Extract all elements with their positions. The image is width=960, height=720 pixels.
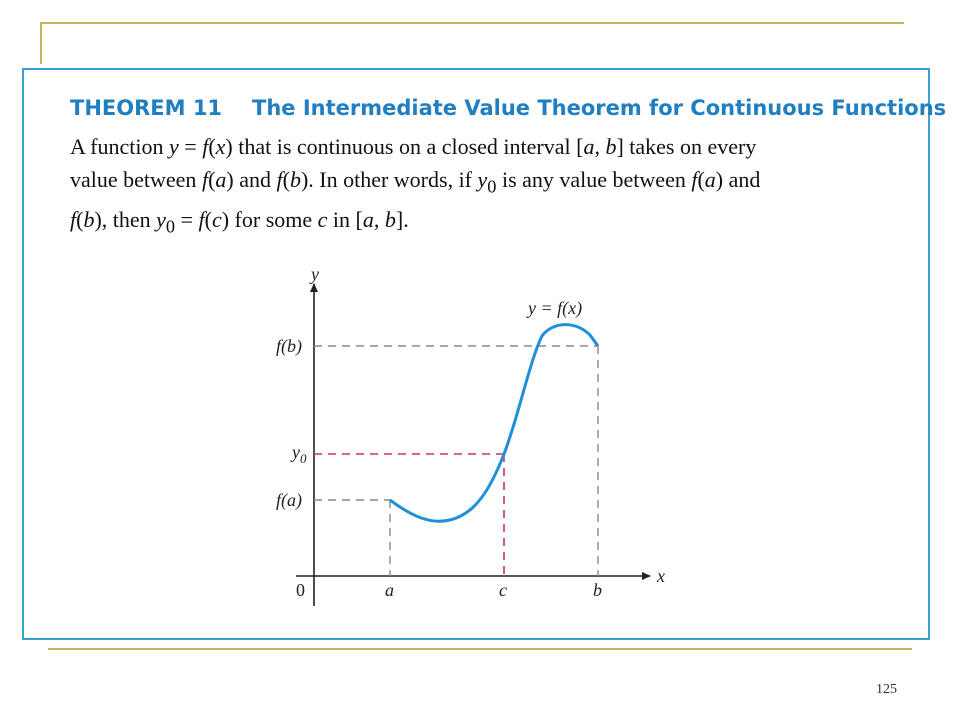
subscript-0: 0 bbox=[165, 216, 176, 237]
var-c: c bbox=[317, 207, 328, 233]
text: ), then bbox=[94, 207, 157, 233]
text: ( bbox=[76, 207, 84, 233]
origin-label: 0 bbox=[296, 580, 305, 600]
theorem-number: THEOREM 11 bbox=[70, 96, 223, 120]
y0-sub: 0 bbox=[300, 451, 307, 466]
var-y0: y bbox=[156, 207, 166, 233]
tick-a-label: a bbox=[385, 580, 394, 600]
text: ) and bbox=[715, 167, 761, 192]
subscript-0: 0 bbox=[487, 176, 497, 197]
text: ) and bbox=[226, 167, 277, 192]
var-f: f bbox=[201, 167, 209, 192]
text: , bbox=[373, 207, 385, 233]
curve-label: y = f(x) bbox=[528, 298, 583, 318]
var-f: f bbox=[691, 167, 698, 192]
text: ] takes on every bbox=[616, 134, 757, 159]
text: ( bbox=[697, 167, 705, 192]
text: ]. bbox=[395, 207, 409, 233]
text: ( bbox=[208, 167, 216, 192]
text: , bbox=[594, 134, 606, 159]
theorem-title: The Intermediate Value Theorem for Continuous Functions bbox=[252, 96, 947, 120]
text: value between bbox=[70, 167, 202, 192]
text: = bbox=[175, 207, 199, 233]
var-f: f bbox=[202, 134, 209, 159]
var-b: b bbox=[289, 167, 301, 192]
var-a: a bbox=[704, 167, 716, 192]
tick-b-label: b bbox=[593, 580, 602, 600]
text: in [ bbox=[327, 207, 363, 233]
var-f: f bbox=[70, 207, 77, 233]
text: ) for some bbox=[221, 207, 318, 233]
var-f: f bbox=[276, 167, 283, 192]
y-axis-label: y bbox=[311, 264, 319, 284]
tick-fa-label: f(a) bbox=[276, 490, 302, 510]
var-x: x bbox=[215, 134, 226, 159]
var-b: b bbox=[384, 207, 396, 233]
text: ( bbox=[282, 167, 290, 192]
var-c: c bbox=[211, 207, 222, 233]
var-a: a bbox=[362, 207, 374, 233]
y0-main: y bbox=[292, 442, 300, 462]
text: ) that is continuous on a closed interval [ bbox=[225, 134, 584, 159]
text: is any value between bbox=[496, 167, 692, 192]
text: = bbox=[178, 134, 203, 159]
text: ( bbox=[204, 207, 212, 233]
text: ( bbox=[208, 134, 216, 159]
var-b: b bbox=[83, 207, 95, 233]
var-f: f bbox=[198, 207, 205, 233]
text: ). In other words, if bbox=[300, 167, 478, 192]
tick-y0-label bbox=[290, 442, 307, 466]
function-curve bbox=[390, 325, 598, 522]
page-number: 125 bbox=[876, 682, 897, 697]
var-a: a bbox=[215, 167, 227, 192]
var-y: y bbox=[169, 134, 179, 159]
var-a: a bbox=[583, 134, 595, 159]
var-y0: y bbox=[477, 167, 488, 192]
text: A function bbox=[70, 134, 169, 159]
tick-fb-label: f(b) bbox=[276, 336, 302, 356]
x-axis-label: x bbox=[657, 566, 665, 586]
tick-c-label: c bbox=[499, 580, 507, 600]
var-b: b bbox=[605, 134, 617, 159]
